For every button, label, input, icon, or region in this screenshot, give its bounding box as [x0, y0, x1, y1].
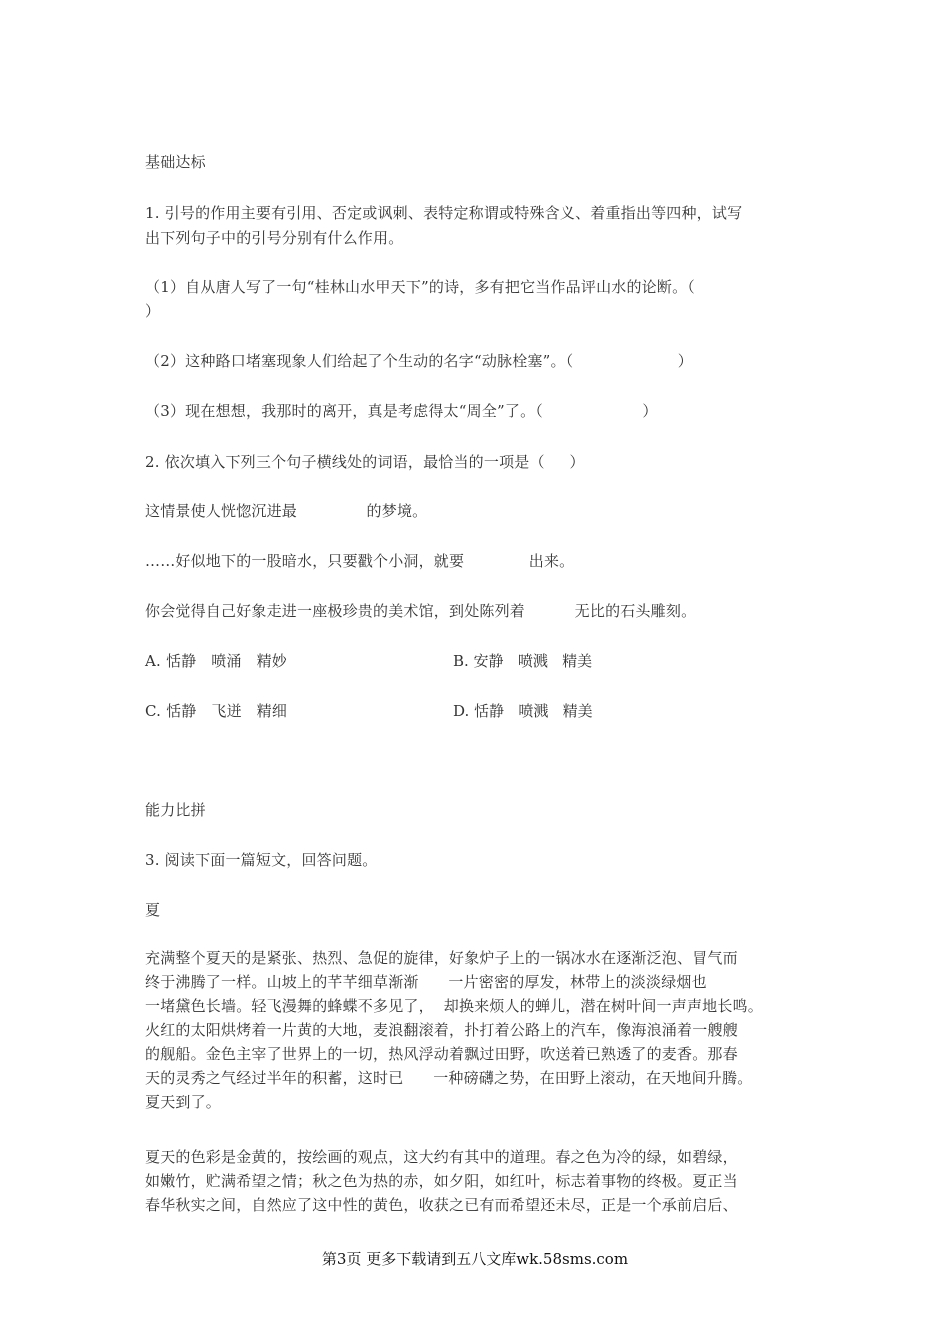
passage-line: 的舰船。金色主宰了世界上的一切，热风浮动着飘过田野，吹送着已熟透了的麦香。那春 [145, 1045, 738, 1063]
passage-line: 终于沸腾了一样。山坡上的芊芊细草渐渐 一片密密的厚发，林带上的淡淡绿烟也 [145, 973, 707, 991]
passage-line: 夏天到了。 [145, 1093, 222, 1111]
q2-stem: 2. 依次填入下列三个句子横线处的词语，最恰当的一项是（ ） [145, 453, 585, 471]
q1-item1-line1: （1）自从唐人写了一句“桂林山水甲天下”的诗，多有把它当作品评山水的论断。（ [145, 278, 695, 296]
passage-title: 夏 [145, 901, 161, 919]
passage-line: 一堵黛色长墙。轻飞漫舞的蜂蝶不多见了， 却换来烦人的蝉儿，潜在树叶间一声声地长鸣。 [145, 997, 763, 1015]
q1-item1-line2: ） [145, 302, 161, 320]
q1-stem-line2: 出下列句子中的引号分别有什么作用。 [145, 229, 404, 247]
q1-item3: （3）现在想想，我那时的离开，真是考虑得太“周全”了。（ ） [145, 402, 658, 420]
q3-stem: 3. 阅读下面一篇短文，回答问题。 [145, 851, 378, 869]
passage-line: 春华秋实之间，自然应了这中性的黄色，收获之已有而希望还未尽，正是一个承前启后、 [145, 1196, 738, 1214]
q2-sentence-3: 你会觉得自己好象走进一座极珍贵的美术馆，到处陈列着 无比的石头雕刻。 [145, 602, 697, 620]
passage-paragraph-1 [145, 946, 810, 1114]
passage-line: 如嫩竹，贮满希望之情；秋之色为热的赤，如夕阳，如红叶，标志着事物的终极。夏正当 [145, 1172, 738, 1190]
q2-option-d: D. 恬静 喷溅 精美 [453, 702, 593, 720]
q2-option-c: C. 恬静 飞迸 精细 [145, 702, 288, 720]
section-heading-ability: 能力比拼 [145, 801, 206, 819]
q1-item2: （2）这种路口堵塞现象人们给起了个生动的名字“动脉栓塞”。（ ） [145, 352, 693, 370]
section-heading-basic: 基础达标 [145, 153, 206, 171]
passage-line: 天的灵秀之气经过半年的积蓄，这时已 一种磅礴之势，在田野上滚动，在天地间升腾。 [145, 1069, 753, 1087]
q2-sentence-1: 这情景使人恍惚沉进最 的梦境。 [145, 502, 428, 520]
q2-option-a: A. 恬静 喷涌 精妙 [145, 652, 287, 670]
passage-line: 夏天的色彩是金黄的，按绘画的观点，这大约有其中的道理。春之色为冷的绿，如碧绿， [145, 1148, 738, 1166]
passage-paragraph-2 [145, 1145, 810, 1217]
q1-stem-line1: 1. 引号的作用主要有引用、否定或讽刺、表特定称谓或特殊含义、着重指出等四种，试写 [145, 204, 743, 222]
page-footer: 第3页 更多下载请到五八文库wk.58sms.com [321, 1250, 629, 1268]
q2-sentence-2: ……好似地下的一股暗水，只要戳个小洞，就要 出来。 [145, 552, 575, 570]
passage-line: 充满整个夏天的是紧张、热烈、急促的旋律，好象炉子上的一锅冰水在逐渐泛泡、冒气而 [145, 949, 738, 967]
passage-line: 火红的太阳烘烤着一片黄的大地，麦浪翻滚着，扑打着公路上的汽车，像海浪涌着一艘艘 [145, 1021, 738, 1039]
q2-option-b: B. 安静 喷溅 精美 [453, 652, 593, 670]
